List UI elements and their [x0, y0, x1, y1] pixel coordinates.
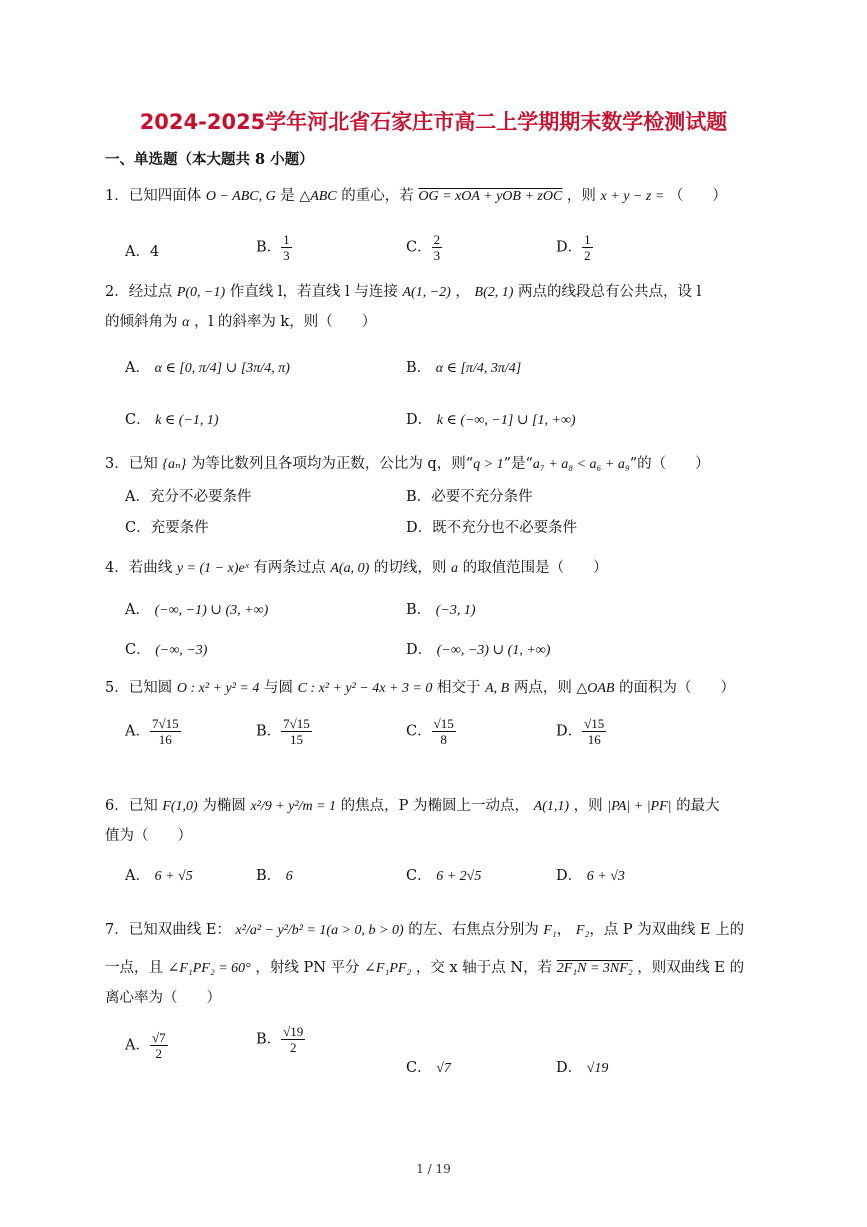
question-3-option-d: D．既不充分也不必要条件 — [406, 520, 578, 536]
question-3-stem: 3．已知 {aₙ} 为等比数列且各项均为正数，公比为 q，则“q > 1”是“a₇ + a₈ < a₆ + a₉”的（ ） — [105, 456, 710, 472]
question-1-option-c: C． $\frac{2}{3}$ — [406, 232, 441, 263]
question-7-stem-line3: 离心率为（ ） — [105, 990, 221, 1006]
question-4-option-b: B． (−3, 1) — [406, 602, 476, 618]
question-2-option-c: C． k ∈ (−1, 1) — [125, 412, 219, 428]
question-6-stem-line2: 值为（ ） — [105, 828, 192, 844]
question-2-option-b: B． α ∈ [π/4, 3π/4] — [406, 360, 522, 376]
question-4-option-a: A． (−∞, −1) ∪ (3, +∞) — [125, 602, 269, 618]
question-3-option-a: A．充分不必要条件 — [125, 489, 252, 505]
question-5-option-b: B． $\frac{7√15}{15}$ — [256, 716, 310, 747]
question-2-stem: 2．经过点 P(0, −1) 作直线 l，若直线 l 与连接 A(1, −2) ， B(2, 1) 两点的线段总有公共点，设 l — [105, 284, 702, 300]
question-3-option-c: C．充要条件 — [125, 520, 209, 536]
question-1-option-b: B． $\frac{1}{3}$ — [256, 232, 290, 263]
question-5-option-a: A． $\frac{7√15}{16}$ — [125, 716, 179, 747]
question-2-stem-line2: 的倾斜角为 α ，l 的斜率为 k，则（ ） — [105, 314, 377, 330]
question-1-stem: 1．已知四面体 O − ABC, G 是 △ABC 的重心，若 OG = xOA + yOB + zOC ，则 x + y − z = （ ） — [105, 188, 727, 204]
question-6-option-c: C． 6 + 2√5 — [406, 868, 482, 884]
question-5-option-d: D． $\frac{√15}{16}$ — [556, 716, 605, 747]
question-1-option-d: D． $\frac{1}{2}$ — [556, 232, 591, 263]
question-7-option-d: D． √19 — [556, 1060, 609, 1076]
question-4-option-d: D． (−∞, −3) ∪ (1, +∞) — [406, 642, 551, 658]
question-6-option-b: B． 6 — [256, 868, 293, 884]
question-5-stem: 5．已知圆 O : x² + y² = 4 与圆 C : x² + y² − 4x + 3 = 0 相交于 A, B 两点，则 △OAB 的面积为（ ） — [105, 680, 736, 696]
question-7-option-b: B． $\frac{√19}{2}$ — [256, 1024, 304, 1055]
question-1-option-a: A．4 — [125, 244, 160, 260]
question-6-stem: 6．已知 F(1,0) 为椭圆 x²/9 + y²/m = 1 的焦点，P 为椭圆上一动点， A(1,1) ，则 |PA| + |PF| 的最大 — [105, 798, 720, 814]
question-5-option-c: C． $\frac{√15}{8}$ — [406, 716, 454, 747]
question-2-option-a: A． α ∈ [0, π/4] ∪ [3π/4, π) — [125, 360, 290, 376]
page-number: 1 / 19 — [416, 1162, 451, 1176]
question-7-option-c: C． √7 — [406, 1060, 451, 1076]
question-4-option-c: C． (−∞, −3) — [125, 642, 208, 658]
question-6-option-a: A． 6 + √5 — [125, 868, 193, 884]
question-6-option-d: D． 6 + √3 — [556, 868, 625, 884]
question-7-stem-line2: 一点，且 ∠F₁PF₂ = 60° ，射线 PN 平分 ∠F₁PF₂ ，交 x 轴于点 N，若 2F₁N = 3NF₂ ，则双曲线 E 的 — [105, 960, 745, 976]
section-heading: 一、单选题（本大题共 8 小题） — [105, 151, 314, 168]
question-2-option-d: D． k ∈ (−∞, −1] ∪ [1, +∞) — [406, 412, 576, 428]
question-7-stem: 7．已知双曲线 E： x²/a² − y²/b² = 1(a > 0, b > 0) 的左、右焦点分别为 F₁， F₂，点 P 为双曲线 E 上的 — [105, 922, 745, 938]
page-title: 2024-2025学年河北省石家庄市高二上学期期末数学检测试题 — [139, 110, 728, 134]
question-4-stem: 4．若曲线 y = (1 − x)eˣ 有两条过点 A(a, 0) 的切线，则 a 的取值范围是（ ） — [105, 560, 608, 576]
question-7-option-a: A． $\frac{√7}{2}$ — [125, 1030, 166, 1061]
question-3-option-b: B．必要不充分条件 — [406, 489, 533, 505]
